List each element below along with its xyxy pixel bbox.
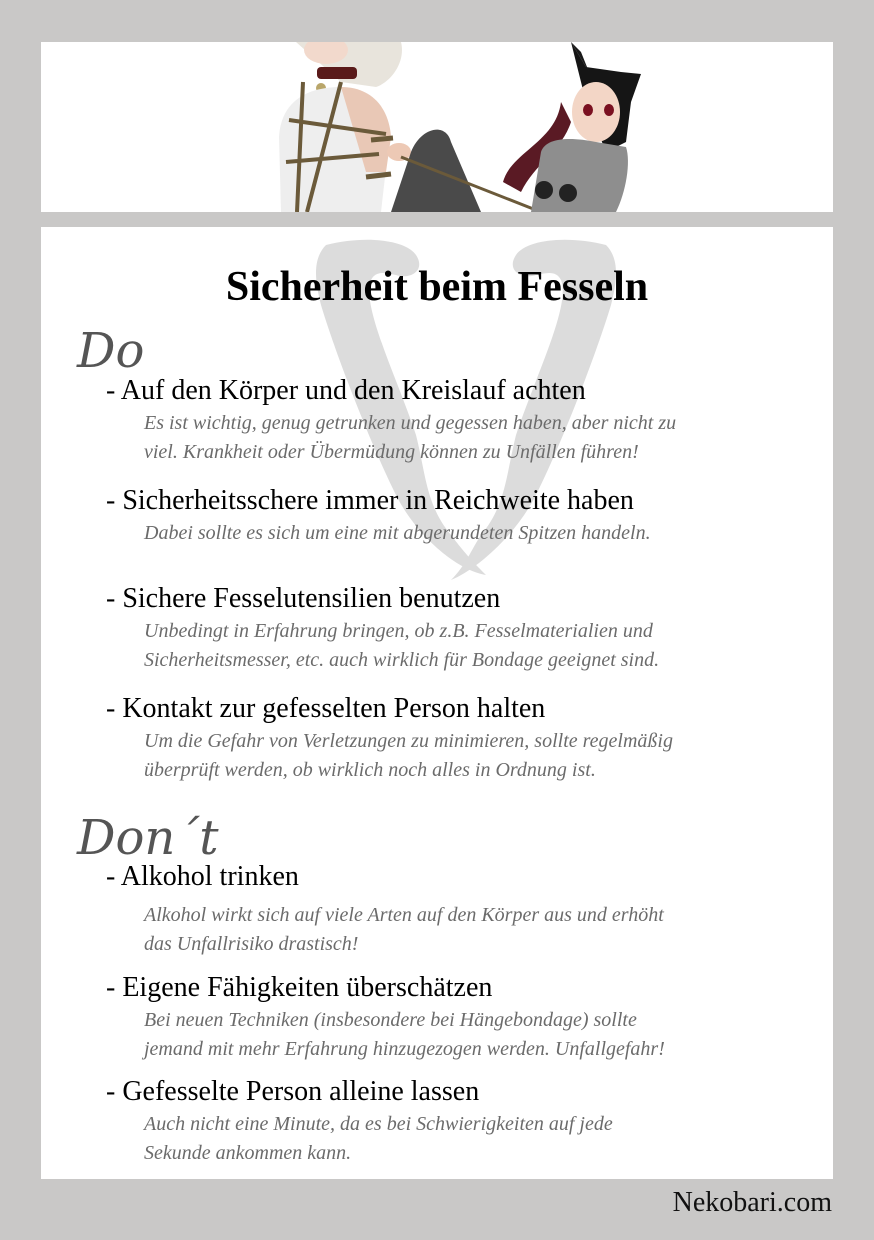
dont-item-overestimate [106, 972, 816, 1064]
dont-item-leave-alone [106, 1076, 816, 1168]
item-description [106, 409, 816, 467]
desc-line: Sicherheitsmesser, etc. auch wirklich für Bondage geeignet sind. [144, 649, 660, 671]
item-description [106, 901, 816, 959]
item-description [106, 727, 816, 785]
do-item-scissors [106, 485, 816, 548]
item-description [106, 617, 816, 675]
desc-line: Auch nicht eine Minute, da es bei Schwierigkeiten auf jede [144, 1113, 613, 1135]
dont-item-alcohol [106, 861, 816, 959]
desc-line: jemand mit mehr Erfahrung hinzugezogen werden. Unfallgefahr! [144, 1038, 665, 1060]
banner-illustration [41, 42, 833, 212]
item-title: - Eigene Fähigkeiten überschätzen [106, 972, 493, 1003]
section-heading-do: Do [77, 323, 145, 379]
item-description [106, 519, 816, 548]
do-item-equipment [106, 583, 816, 675]
desc-line: das Unfallrisiko drastisch! [144, 933, 359, 955]
site-name: Nekobari.com [672, 1187, 832, 1218]
item-description [106, 1110, 816, 1168]
do-item-circulation [106, 375, 816, 467]
do-item-contact [106, 693, 816, 785]
desc-line: viel. Krankheit oder Übermüdung können zu Unfällen führen! [144, 441, 639, 463]
desc-line: überprüft werden, ob wirklich noch alles in Ordnung ist. [144, 759, 596, 781]
item-title: - Gefesselte Person alleine lassen [106, 1076, 480, 1107]
item-title: - Alkohol trinken [106, 861, 299, 892]
safety-card [41, 227, 833, 1179]
desc-line: Sekunde ankommen kann. [144, 1142, 352, 1164]
item-title: - Auf den Körper und den Kreislauf achten [106, 375, 586, 406]
desc-line: Alkohol wirkt sich auf viele Arten auf den Körper aus und erhöht [144, 904, 664, 926]
item-description [106, 1006, 816, 1064]
item-title: - Sichere Fesselutensilien benutzen [106, 583, 501, 614]
page-title: Sicherheit beim Fesseln [225, 264, 649, 310]
desc-line: Es ist wichtig, genug getrunken und gegessen haben, aber nicht zu [144, 412, 677, 434]
item-title: - Sicherheitsschere immer in Reichweite haben [106, 485, 634, 516]
section-heading-dont: Don´t [77, 810, 219, 866]
desc-line: Unbedingt in Erfahrung bringen, ob z.B. Fesselmaterialien und [144, 620, 653, 642]
desc-line: Bei neuen Techniken (insbesondere bei Hängebondage) sollte [144, 1009, 637, 1031]
desc-line: Dabei sollte es sich um eine mit abgerundeten Spitzen handeln. [144, 522, 651, 544]
desc-line: Um die Gefahr von Verletzungen zu minimieren, sollte regelmäßig [144, 730, 673, 752]
anime-figures-image [41, 42, 833, 212]
item-title: - Kontakt zur gefesselten Person halten [106, 693, 546, 724]
